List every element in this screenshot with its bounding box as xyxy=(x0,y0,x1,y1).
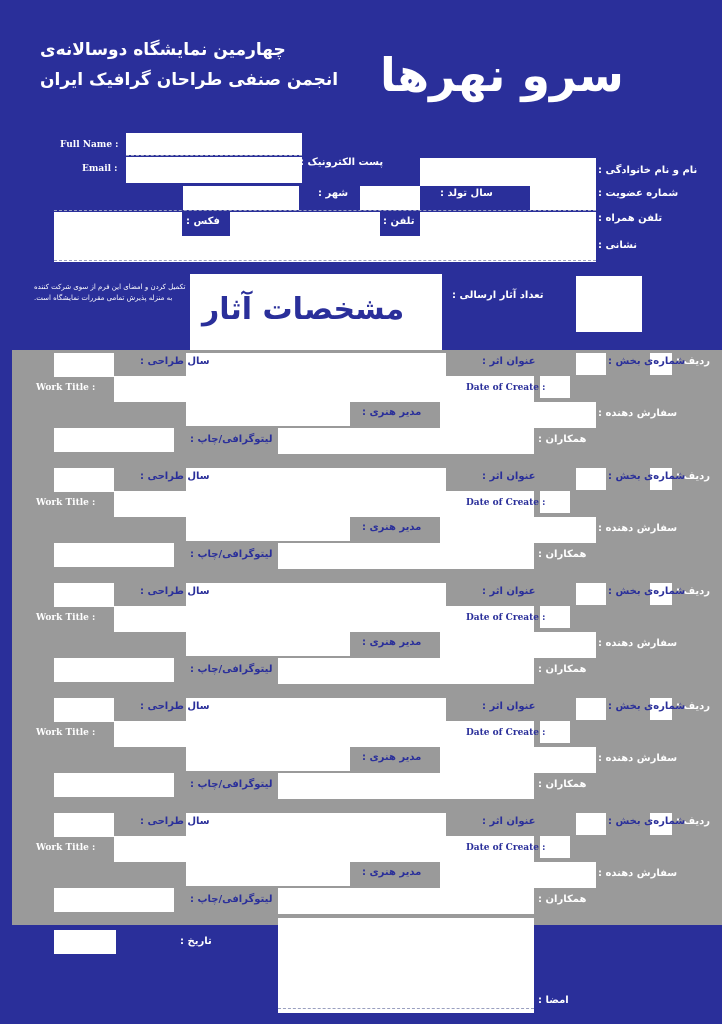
title-fa-label: عنوان اثر : xyxy=(482,701,536,712)
phone-label: تلفن : xyxy=(383,216,415,227)
section-number-label: شماره‌ی بخش : xyxy=(608,471,686,482)
fax-input[interactable] xyxy=(54,212,182,236)
client-label: سفارش دهنده : xyxy=(598,753,678,764)
email-input[interactable] xyxy=(126,157,302,183)
work-title-label: Work Title : xyxy=(36,843,96,853)
date-of-create-label: Date of Create : xyxy=(466,613,546,623)
title-fa-label: عنوان اثر : xyxy=(482,356,536,367)
art-director-label: مدیر هنری : xyxy=(362,522,422,533)
fax-label: فکس : xyxy=(186,216,220,227)
artwork-count-label: تعداد آثار ارسالی : xyxy=(452,290,544,301)
signature-input[interactable] xyxy=(278,918,534,1013)
section-number-label: شماره‌ی بخش : xyxy=(608,356,686,367)
work-title-label: Work Title : xyxy=(36,498,96,508)
section-number-input[interactable] xyxy=(576,583,606,605)
title-fa-label: عنوان اثر : xyxy=(482,471,536,482)
artwork-entry-row xyxy=(12,810,722,925)
section-number-label: شماره‌ی بخش : xyxy=(608,586,686,597)
section-number-input[interactable] xyxy=(576,698,606,720)
print-house-input[interactable] xyxy=(54,888,174,912)
row-label: ردیف : xyxy=(676,701,711,712)
date-of-create-label: Date of Create : xyxy=(466,498,546,508)
collaborators-label: همکاران : xyxy=(538,664,587,675)
collaborators-input[interactable] xyxy=(278,543,534,569)
client-label: سفارش دهنده : xyxy=(598,523,678,534)
print-house-input[interactable] xyxy=(54,658,174,682)
design-year-input[interactable] xyxy=(54,583,114,607)
signature-label: امضا : xyxy=(538,995,569,1006)
mobile-label: تلفن همراه : xyxy=(598,213,663,224)
full-name-input[interactable] xyxy=(126,133,302,155)
section-number-input[interactable] xyxy=(576,468,606,490)
work-title-label: Work Title : xyxy=(36,383,96,393)
art-director-input[interactable] xyxy=(186,747,350,771)
title-fa-label: عنوان اثر : xyxy=(482,816,536,827)
full-name-label: Full Name : xyxy=(60,140,119,150)
notice-line-1: تکمیل کردن و امضای این فرم از سوی شرکت کننده xyxy=(34,283,186,291)
date-label: تاریخ : xyxy=(180,936,212,947)
client-input[interactable] xyxy=(440,517,596,543)
name-label: نام و نام خانوادگی : xyxy=(598,165,698,176)
design-year-label: سال طراحی : xyxy=(140,816,210,827)
artwork-entry-row xyxy=(12,695,722,810)
header-line-1: چهارمین نمایشگاه دوسالانه‌ی xyxy=(40,40,286,60)
city-input[interactable] xyxy=(183,186,299,210)
phone-input[interactable] xyxy=(230,212,380,236)
header-line-2: انجمن صنفی طراحان گرافیک ایران xyxy=(40,70,339,90)
membership-label: شماره عضویت : xyxy=(598,188,679,199)
print-house-label: لیتوگرافی/چاپ : xyxy=(190,664,273,675)
collaborators-label: همکاران : xyxy=(538,434,587,445)
row-label: ردیف : xyxy=(676,816,711,827)
address-underline xyxy=(54,260,596,261)
art-director-input[interactable] xyxy=(186,862,350,886)
date-input[interactable] xyxy=(54,930,116,954)
address-input[interactable] xyxy=(54,236,596,262)
collaborators-label: همکاران : xyxy=(538,779,587,790)
date-of-create-label: Date of Create : xyxy=(466,383,546,393)
design-year-input[interactable] xyxy=(54,468,114,492)
membership-input[interactable] xyxy=(530,186,596,210)
collaborators-input[interactable] xyxy=(278,658,534,684)
section-number-input[interactable] xyxy=(576,353,606,375)
print-house-label: لیتوگرافی/چاپ : xyxy=(190,549,273,560)
name-input[interactable] xyxy=(420,158,596,186)
print-house-input[interactable] xyxy=(54,543,174,567)
collaborators-label: همکاران : xyxy=(538,894,587,905)
section-number-input[interactable] xyxy=(576,813,606,835)
design-year-label: سال طراحی : xyxy=(140,701,210,712)
city-label: شهر : xyxy=(318,188,349,199)
artwork-entry-row xyxy=(12,465,722,580)
full-name-underline xyxy=(126,155,302,156)
collaborators-input[interactable] xyxy=(278,428,534,454)
art-director-input[interactable] xyxy=(186,632,350,656)
design-year-label: سال طراحی : xyxy=(140,471,210,482)
art-director-label: مدیر هنری : xyxy=(362,407,422,418)
design-year-label: سال طراحی : xyxy=(140,586,210,597)
section-number-label: شماره‌ی بخش : xyxy=(608,701,686,712)
title-fa-label: عنوان اثر : xyxy=(482,586,536,597)
print-house-label: لیتوگرافی/چاپ : xyxy=(190,894,273,905)
address-label: نشانی : xyxy=(598,240,638,251)
design-year-input[interactable] xyxy=(54,813,114,837)
art-director-label: مدیر هنری : xyxy=(362,867,422,878)
print-house-label: لیتوگرافی/چاپ : xyxy=(190,434,273,445)
print-house-input[interactable] xyxy=(54,428,174,452)
collaborators-label: همکاران : xyxy=(538,549,587,560)
client-input[interactable] xyxy=(440,632,596,658)
artwork-count-input[interactable] xyxy=(576,276,642,332)
client-input[interactable] xyxy=(440,747,596,773)
section-number-label: شماره‌ی بخش : xyxy=(608,816,686,827)
date-of-create-label: Date of Create : xyxy=(466,728,546,738)
row-label: ردیف : xyxy=(676,586,711,597)
collaborators-input[interactable] xyxy=(278,773,534,799)
email-fa-label: پست الکترونیک : xyxy=(300,157,384,168)
client-input[interactable] xyxy=(440,862,596,888)
birth-year-label: سال تولد : xyxy=(440,188,493,199)
art-director-label: مدیر هنری : xyxy=(362,752,422,763)
art-director-label: مدیر هنری : xyxy=(362,637,422,648)
client-label: سفارش دهنده : xyxy=(598,408,678,419)
birth-year-input[interactable] xyxy=(360,186,420,210)
exhibition-logo: سرو نهرها xyxy=(380,48,624,102)
work-title-label: Work Title : xyxy=(36,728,96,738)
design-year-input[interactable] xyxy=(54,353,114,377)
design-year-label: سال طراحی : xyxy=(140,356,210,367)
artwork-entry-row xyxy=(12,580,722,695)
mobile-input[interactable] xyxy=(420,212,596,236)
print-house-label: لیتوگرافی/چاپ : xyxy=(190,779,273,790)
artwork-entry-row xyxy=(12,350,722,465)
row-label: ردیف : xyxy=(676,471,711,482)
art-director-input[interactable] xyxy=(186,402,350,426)
client-input[interactable] xyxy=(440,402,596,428)
print-house-input[interactable] xyxy=(54,773,174,797)
row-label: ردیف : xyxy=(676,356,711,367)
email-label: Email : xyxy=(82,164,118,174)
design-year-input[interactable] xyxy=(54,698,114,722)
work-title-label: Work Title : xyxy=(36,613,96,623)
client-label: سفارش دهنده : xyxy=(598,638,678,649)
collaborators-input[interactable] xyxy=(278,888,534,914)
section-title: مشخصات آثار xyxy=(202,292,405,327)
section-title-box xyxy=(190,274,442,350)
row-2-underline xyxy=(54,210,596,211)
signature-underline xyxy=(278,1008,534,1009)
notice-line-2: به منزله پذیرش تمامی مقررات نمایشگاه است. xyxy=(34,294,173,302)
date-of-create-label: Date of Create : xyxy=(466,843,546,853)
art-director-input[interactable] xyxy=(186,517,350,541)
client-label: سفارش دهنده : xyxy=(598,868,678,879)
